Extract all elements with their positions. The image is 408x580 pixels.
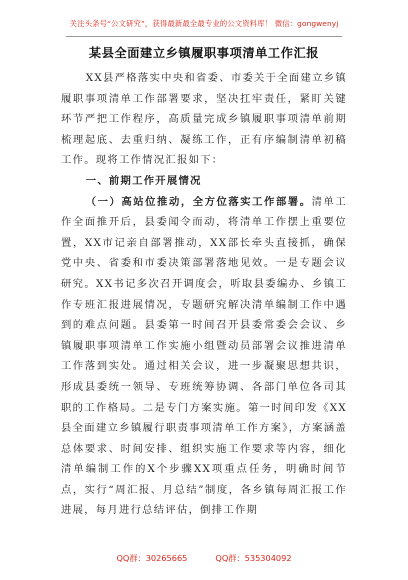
footer-contacts (0, 553, 408, 564)
header-divider (66, 36, 342, 37)
document-body (61, 68, 347, 521)
paragraph-lead: （一）高站位推动，全方位落实工作部署。 (85, 195, 312, 208)
section-heading: 一、前期工作开展情况 (85, 174, 202, 187)
qq-group-1: QQ群：30265665 (116, 553, 188, 563)
qq-group-2: QQ群：535304092 (215, 553, 292, 563)
header-notice: 关注头条号“公文研究”，获得最新最全最专业的公文资料库！ 微信：gongwenyj (69, 19, 339, 28)
paragraph-text: 清单工作全面推开后，县委闻令而动，将清单工作摆上重要位置，XX市记亲自部署推动，XX部长牵头直接抓，确保党中央、省委和市委决策部署落地见效。一是专题会议研究。XX书记多次召开调度会，听取县委编办、乡镇工作专班汇报进展情况，专题研究解决清单编制工作中遇到的难点问题。县委第一时间召开县委常委会会议、乡镇履职事项清单工作实施小组暨动员部署会议推进清单工作落到实处。通过相关会议，进一步凝聚思想共识，形成县委统一领导、专班统筹协调、各部门单位各司其职的工作格局。二是专门方案实施。第一时间印发《XX县全面建立乡镇履行职责事项清单工作方案》，方案涵盖总体要求、时间安排、组织实施工作要求等内容，细化清单编制工作的X个步骤XX项重点任务，明确时间节点，实行“周汇报、月总结”制度，各乡镇每周汇报工作进展，每月进行总结评估，倒排工作期 (61, 195, 348, 517)
document-title: 某县全面建立乡镇履职事项清单工作汇报 (88, 46, 320, 60)
intro-paragraph: XX县严格落实中央和省委、市委关于全面建立乡镇履职事项清单工作部署要求，坚决扛牢责任，紧盯关键环节严把工作程序，高质量完成乡镇履职事项清单前期梳理起底、去重归纳、凝练工作，正有序编制清单初稿工作。现将工作情况汇报如下： (61, 72, 347, 167)
body-paragraph (61, 192, 347, 522)
